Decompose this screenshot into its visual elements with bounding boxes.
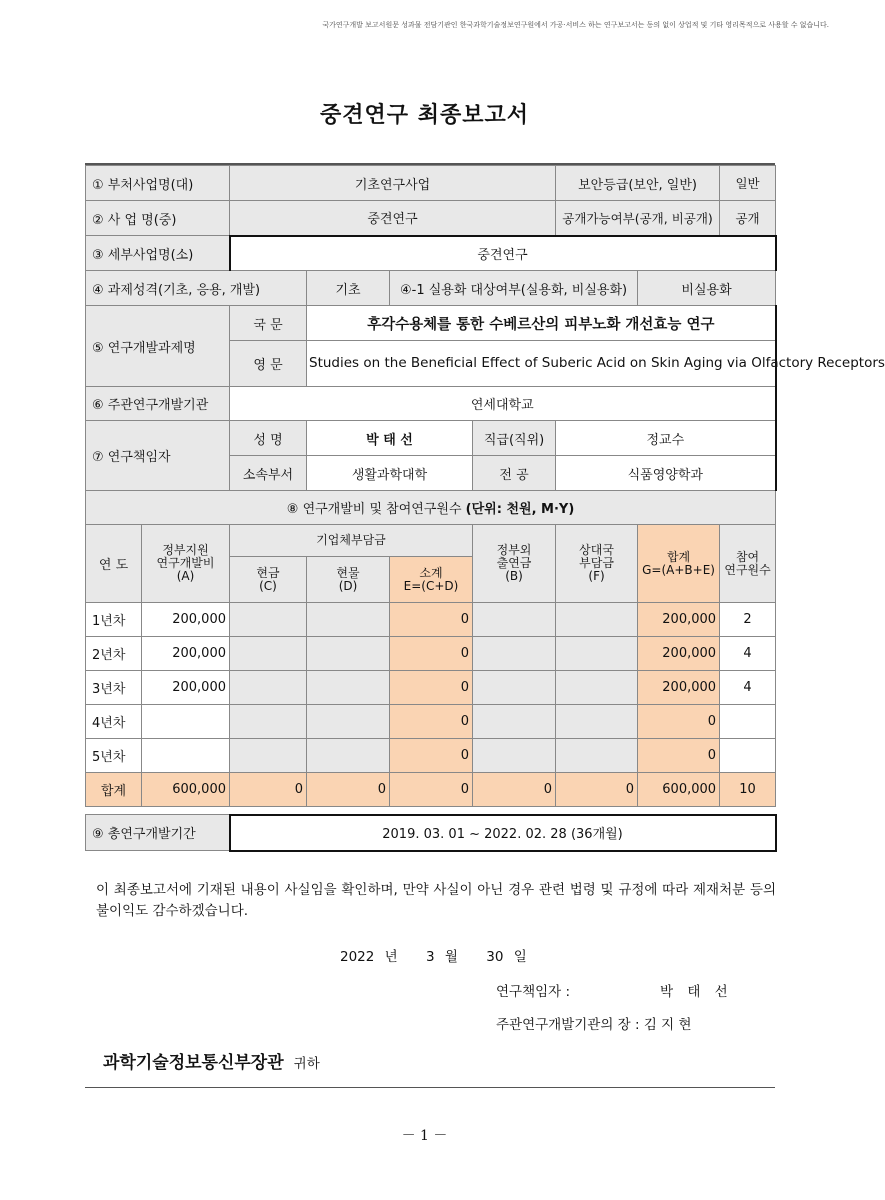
budget-gov: 200,000 [142,603,230,637]
institution-value: 연세대학교 [230,387,776,421]
subprogram-value: 중견연구 [230,236,776,271]
period-value: 2019. 03. 01 ~ 2022. 02. 28 (36개월) [230,815,776,851]
budget-title-label: ⑧ 연구개발비 및 참여연구원수 [286,502,466,517]
budget-rows [86,603,776,773]
row-budget-title [86,491,776,525]
row-institution [86,387,776,421]
project-title-label: ⑤ 연구개발과제명 [86,306,230,387]
budget-total: 200,000 [638,671,720,705]
budget-gov: 200,000 [142,671,230,705]
col-cash-header [230,557,307,603]
sum-year: 합계 [86,773,142,807]
title-kor-value: 후각수용체를 통한 수베르산의 피부노화 개선효능 연구 [307,306,776,341]
page-number: － 1 － [401,1128,448,1144]
budget-nongov [473,671,556,705]
budget-inkind [307,671,390,705]
practical-value: 비실용화 [638,271,776,306]
budget-year: 3년차 [86,671,142,705]
sum-gov: 600,000 [142,773,230,807]
col-subtotal-header-text: 소계 E=(C+D) [403,565,459,593]
budget-inkind [307,603,390,637]
row-title-kor [86,306,776,341]
addressee [103,1048,320,1073]
head-signature: 주관연구개발기관의 장 : 김 지 현 [496,1017,692,1033]
budget-title [86,491,776,525]
sum-inkind: 0 [307,773,390,807]
date-year: 2022 [340,949,375,965]
col-inkind-header [307,557,390,603]
bottom-rule [85,1087,775,1088]
budget-nongov [473,637,556,671]
budget-year: 1년차 [86,603,142,637]
budget-total: 0 [638,705,720,739]
budget-total: 200,000 [638,637,720,671]
budget-cash [230,671,307,705]
budget-nongov [473,705,556,739]
budget-row [86,671,776,705]
budget-unit: (단위: 천원, M·Y) [465,502,575,517]
pi-major-label: 전 공 [473,456,556,491]
budget-staff [720,705,776,739]
pi-label: ⑦ 연구책임자 [86,421,230,491]
security-value: 일반 [720,166,776,201]
budget-cash [230,637,307,671]
budget-year: 4년차 [86,705,142,739]
budget-row [86,637,776,671]
disclosure-label: 공개가능여부(공개, 비공개) [556,201,720,236]
sum-local: 0 [556,773,638,807]
budget-row [86,603,776,637]
pi-major-value: 식품영양학과 [556,456,776,491]
program-label: ① 부처사업명(대) [86,166,230,201]
budget-cash [230,705,307,739]
budget-inkind [307,637,390,671]
budget-row [86,705,776,739]
col-local-header-text: 상대국 부담금 (F) [579,543,614,583]
col-nongov-header [473,525,556,603]
date-month: 3 [426,949,435,965]
row-subprogram [86,236,776,271]
budget-nongov [473,739,556,773]
budget-staff: 4 [720,671,776,705]
budget-subtotal: 0 [390,637,473,671]
col-staff-header-text: 참여 연구원수 [724,549,771,577]
nature-label: ④ 과제성격(기초, 응용, 개발) [86,271,307,306]
budget-staff [720,739,776,773]
report-title: 중견연구 최종보고서 [320,103,529,128]
program-value: 기초연구사업 [230,166,556,201]
budget-total: 200,000 [638,603,720,637]
budget-subtotal: 0 [390,705,473,739]
addressee-name: 과학기술정보통신부장관 [103,1053,284,1073]
row-period [86,815,776,851]
budget-subtotal: 0 [390,739,473,773]
budget-cash [230,603,307,637]
budget-local [556,637,638,671]
disclosure-value: 공개 [720,201,776,236]
budget-sum-row [86,773,776,807]
date-day: 30 [486,949,504,965]
spacer-cell [86,807,776,815]
date-day-unit: 일 [513,949,527,965]
budget-nongov [473,603,556,637]
row-nature [86,271,776,306]
budget-local [556,705,638,739]
pi-dept-label: 소속부서 [230,456,307,491]
date-month-unit: 월 [444,949,458,965]
subprogram-label: ③ 세부사업명(소) [86,236,230,271]
pi-rank-value: 정교수 [556,421,776,456]
row-program [86,166,776,201]
col-gov-header [142,525,230,603]
col-year-header: 연 도 [86,525,142,603]
spacer-row [86,807,776,815]
col-nongov-header-text: 정부외 출연금 (B) [496,543,532,583]
budget-total: 0 [638,739,720,773]
col-total-header [638,525,720,603]
pi-dept-value: 생활과학대학 [307,456,473,491]
business-value: 중견연구 [230,201,556,236]
budget-row [86,739,776,773]
pi-signature-label: 연구책임자 : [496,984,571,1000]
budget-gov [142,705,230,739]
pledge-statement: 이 최종보고서에 기재된 내용이 사실임을 확인하며, 만약 사실이 아닌 경우 관련 법령 및 규정에 따라 제재처분 등의 불이익도 감수하겠습니다. [96,882,776,919]
col-cash-header-text: 현금 (C) [256,565,280,593]
budget-header-row-1 [86,525,776,557]
report-form-table [85,165,885,852]
sum-staff: 10 [720,773,776,807]
usage-notice: 국가연구개발 보고서원문 성과물 전담기관인 한국과학기술정보연구원에서 가공·서비스 하는 연구보고서는 동의 없이 상업적 및 기타 영리목적으로 사용할 수 없습니다. [322,21,829,29]
institution-label: ⑥ 주관연구개발기관 [86,387,230,421]
row-pi-name [86,421,776,456]
col-local-header [556,525,638,603]
row-business [86,201,776,236]
sum-subtotal: 0 [390,773,473,807]
budget-inkind [307,739,390,773]
sum-nongov: 0 [473,773,556,807]
budget-local [556,671,638,705]
budget-local [556,603,638,637]
pi-signature-name: 박 태 선 [660,984,733,1000]
col-corp-header: 기업체부담금 [230,525,473,557]
budget-gov: 200,000 [142,637,230,671]
budget-cash [230,739,307,773]
title-kor-label: 국 문 [230,306,307,341]
budget-subtotal: 0 [390,603,473,637]
security-label: 보안등급(보안, 일반) [556,166,720,201]
title-eng-value: Studies on the Beneficial Effect of Suberic Acid on Skin Aging via Olfactory Receptors [307,341,776,387]
col-inkind-header-text: 현물 (D) [336,565,360,593]
budget-subtotal: 0 [390,671,473,705]
pi-name-value: 박 태 선 [307,421,473,456]
addressee-suffix: 귀하 [293,1056,320,1072]
budget-year: 2년차 [86,637,142,671]
budget-staff: 4 [720,637,776,671]
col-gov-header-text: 정부지원 연구개발비 (A) [156,543,215,583]
budget-staff: 2 [720,603,776,637]
pi-rank-label: 직급(직위) [473,421,556,456]
period-label: ⑨ 총연구개발기간 [86,815,230,851]
col-staff-header [720,525,776,603]
budget-gov [142,739,230,773]
sum-cash: 0 [230,773,307,807]
report-date [340,945,527,965]
budget-local [556,739,638,773]
col-total-header-text: 합계 G=(A+B+E) [642,549,715,577]
title-eng-label: 영 문 [230,341,307,387]
sum-total: 600,000 [638,773,720,807]
budget-inkind [307,705,390,739]
pi-name-label: 성 명 [230,421,307,456]
col-subtotal-header [390,557,473,603]
nature-value: 기초 [307,271,390,306]
business-label: ② 사 업 명(중) [86,201,230,236]
budget-year: 5년차 [86,739,142,773]
practical-label: ④-1 실용화 대상여부(실용화, 비실용화) [390,271,638,306]
date-year-unit: 년 [384,949,398,965]
